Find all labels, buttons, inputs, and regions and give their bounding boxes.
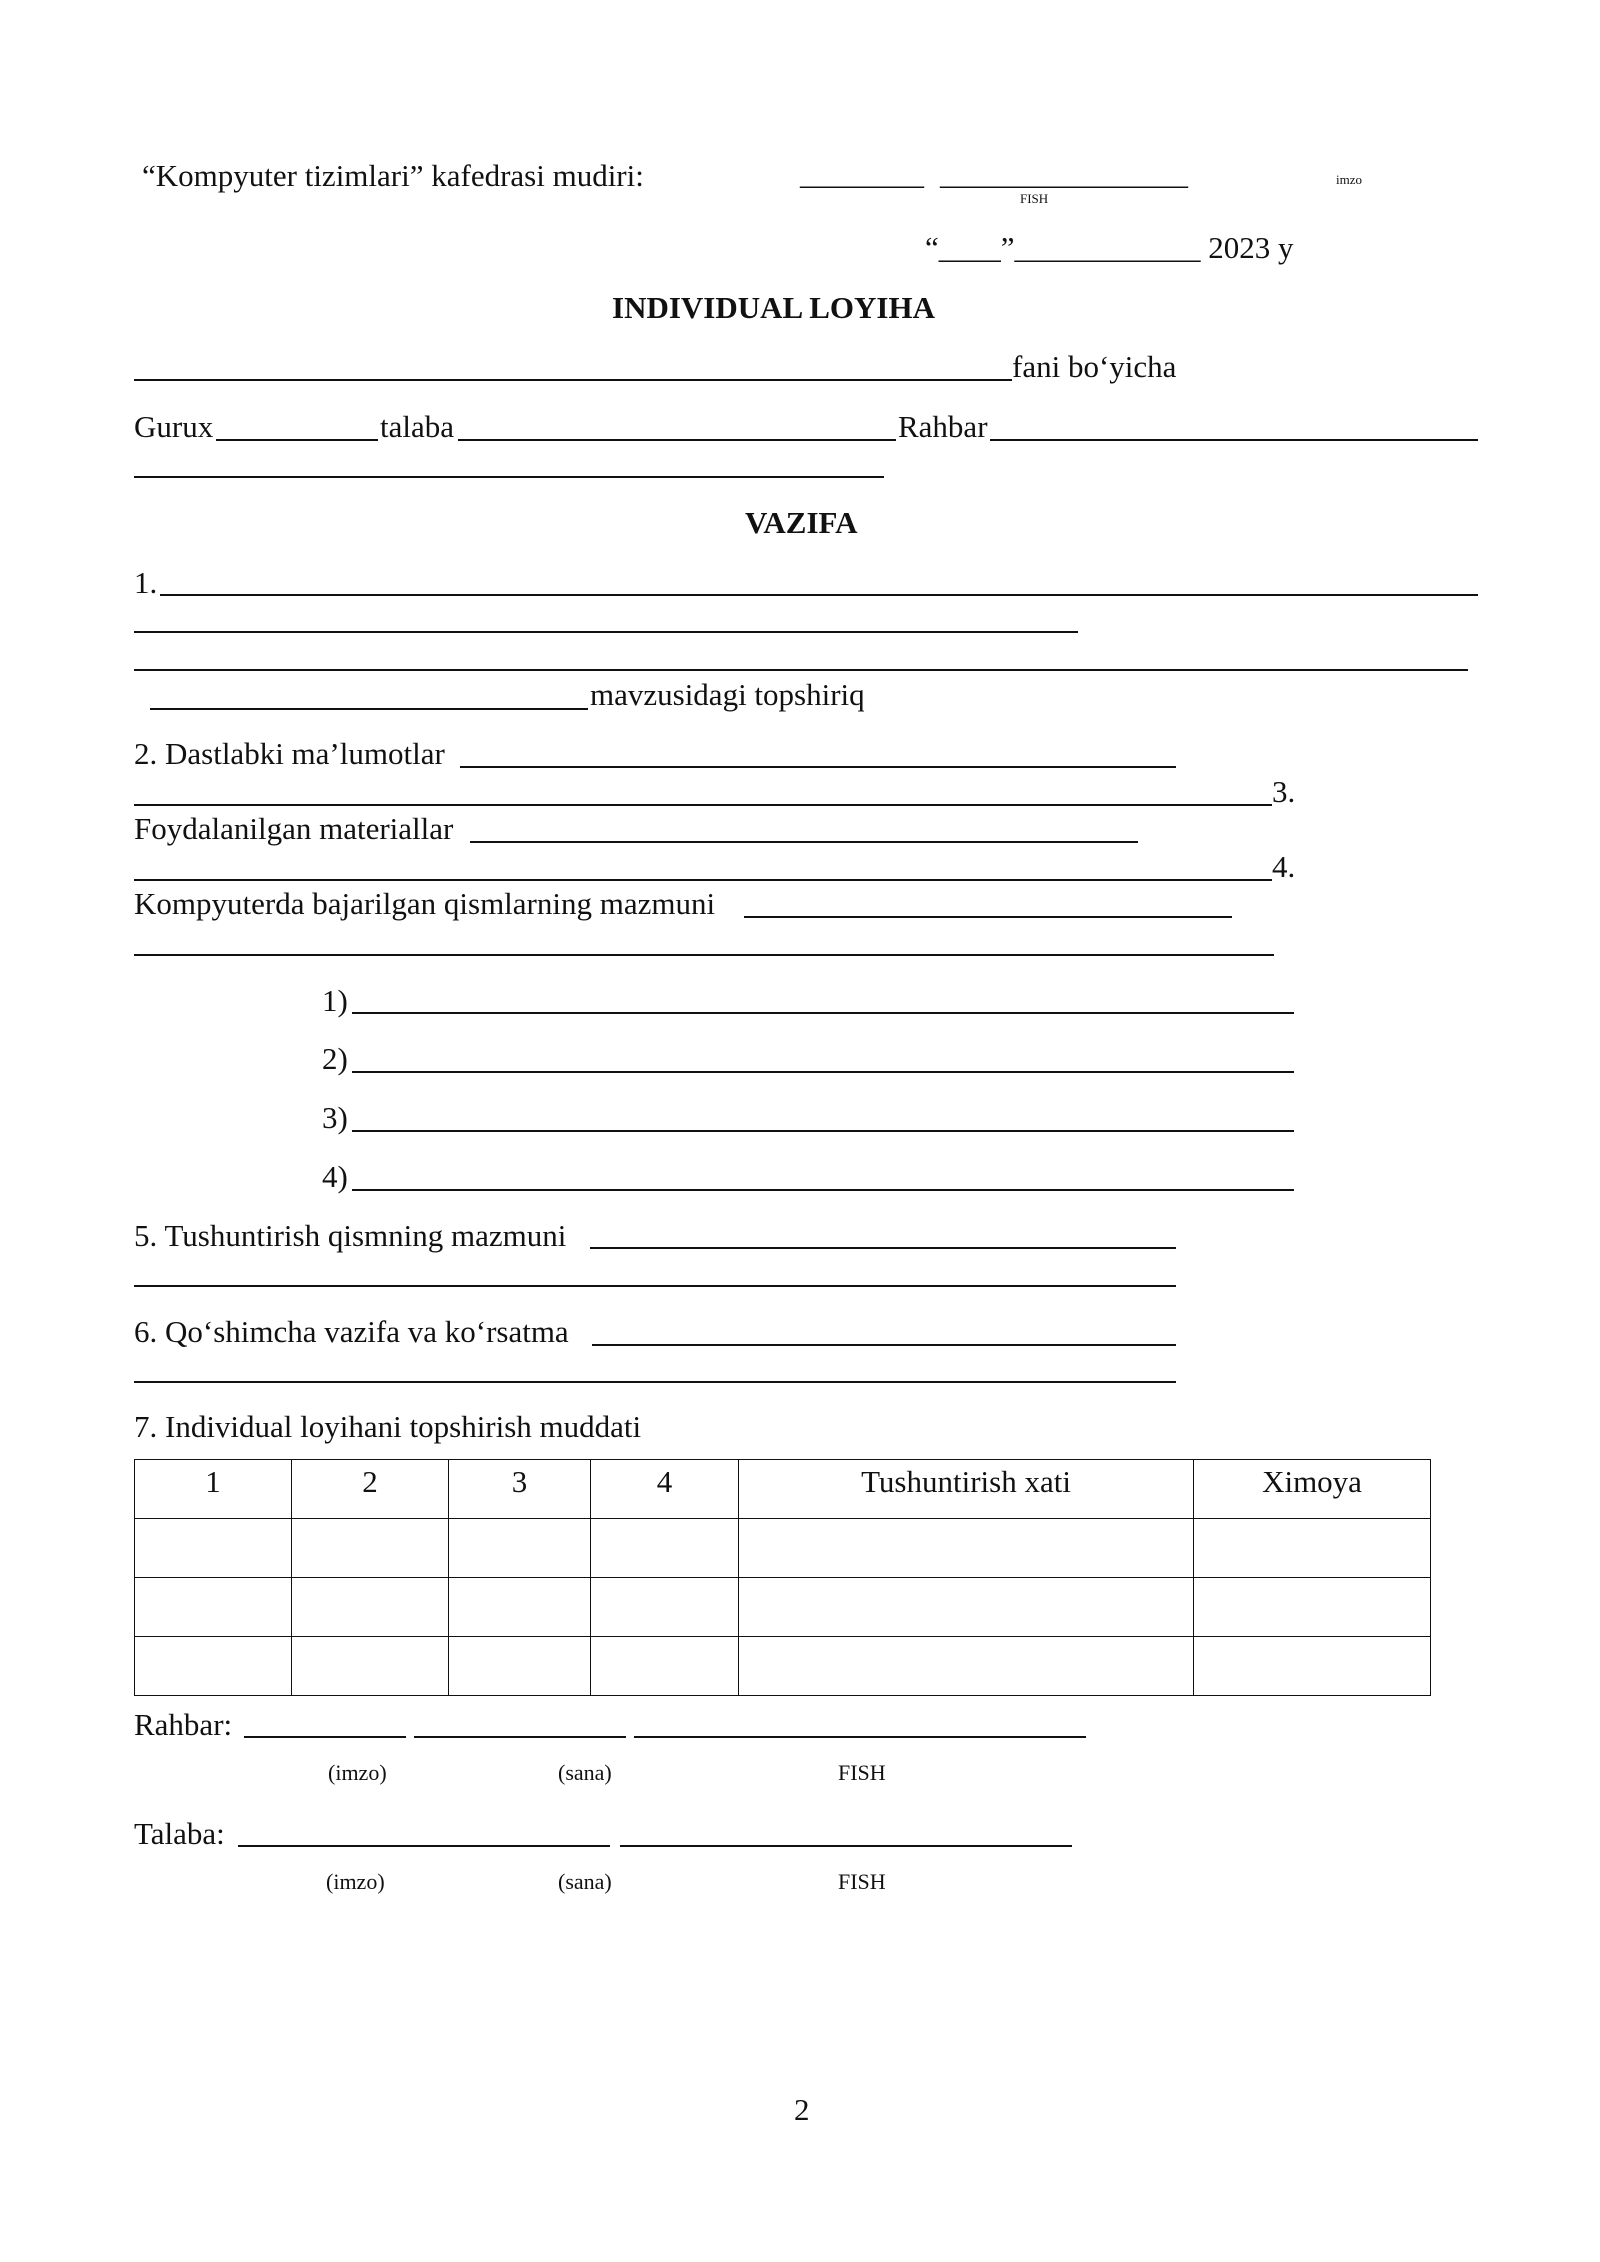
table-header-cell: 3 <box>449 1460 591 1519</box>
topic-blank <box>150 708 588 710</box>
table-header-cell: Ximoya <box>1194 1460 1431 1519</box>
blank-line <box>134 631 1078 633</box>
item4-label: Kompyuterda bajarilgan qismlarning mazmuni <box>134 886 716 921</box>
subject-blank <box>134 379 1012 381</box>
item2-blank <box>460 766 1176 768</box>
subject-suffix: fani bo‘yicha <box>1012 349 1177 384</box>
table-row <box>135 1637 1431 1696</box>
table-header-cell: Tushuntirish xati <box>739 1460 1194 1519</box>
student-fish-blank <box>620 1845 1072 1847</box>
table-header-row <box>135 1460 1431 1519</box>
item1-blank <box>160 594 1478 596</box>
supervisor-sana-blank <box>414 1736 626 1738</box>
task-heading: VAZIFA <box>745 505 858 540</box>
table-cell <box>135 1578 292 1637</box>
blank-line <box>134 1285 1176 1287</box>
table-cell <box>739 1519 1194 1578</box>
imzo-caption: (imzo) <box>328 1760 387 1785</box>
department-head-label: “Kompyuter tizimlari” kafedrasi mudiri: <box>142 158 644 193</box>
student-imzo-sana-blank <box>238 1845 610 1847</box>
blank-line <box>134 476 884 478</box>
blank-line <box>134 954 1274 956</box>
table-row <box>135 1578 1431 1637</box>
table-header-cell: 1 <box>135 1460 292 1519</box>
subitem-blank <box>352 1130 1294 1132</box>
subitem-blank <box>352 1012 1294 1014</box>
table-cell <box>591 1578 739 1637</box>
blank-line <box>134 879 1272 881</box>
sana-caption: (sana) <box>558 1760 612 1785</box>
item3-label: Foydalanilgan materiallar <box>134 811 454 846</box>
table-header-cell: 4 <box>591 1460 739 1519</box>
group-blank <box>216 439 378 441</box>
signature-blank: ________ <box>800 156 924 191</box>
table-cell <box>292 1637 449 1696</box>
table-row <box>135 1519 1431 1578</box>
subitem-blank <box>352 1189 1294 1191</box>
fish-caption: FISH <box>838 1869 886 1894</box>
table-cell <box>739 1637 1194 1696</box>
supervisor-label: Rahbar <box>898 409 988 444</box>
table-cell <box>292 1578 449 1637</box>
date-line: “____”____________ 2023 y <box>925 230 1294 265</box>
imzo-caption: (imzo) <box>326 1869 385 1894</box>
supervisor-blank <box>990 439 1478 441</box>
table-cell <box>449 1519 591 1578</box>
table-cell <box>739 1578 1194 1637</box>
table-cell <box>135 1519 292 1578</box>
table-header-cell: 2 <box>292 1460 449 1519</box>
document-title: INDIVIDUAL LOYIHA <box>612 290 935 325</box>
student-signature-label: Talaba: <box>134 1816 225 1851</box>
topic-suffix: mavzusidagi topshiriq <box>590 677 865 712</box>
subitem-blank <box>352 1071 1294 1073</box>
table-cell <box>1194 1578 1431 1637</box>
item2-label: 2. Dastlabki ma’lumotlar <box>134 736 445 771</box>
item5-blank <box>590 1247 1176 1249</box>
subitem-label: 4) <box>322 1159 348 1194</box>
table-cell <box>591 1637 739 1696</box>
student-label: talaba <box>380 409 455 444</box>
group-label: Gurux <box>134 409 214 444</box>
item3-number: 3. <box>1272 774 1296 809</box>
item4-blank <box>744 916 1232 918</box>
item4-number: 4. <box>1272 849 1296 884</box>
supervisor-signature-label: Rahbar: <box>134 1707 233 1742</box>
table-cell <box>449 1578 591 1637</box>
table-cell <box>591 1519 739 1578</box>
subitem-label: 3) <box>322 1100 348 1135</box>
item7-label: 7. Individual loyihani topshirish muddati <box>134 1409 642 1444</box>
supervisor-imzo-blank <box>244 1736 406 1738</box>
blank-line <box>134 1381 1176 1383</box>
supervisor-fish-blank <box>634 1736 1086 1738</box>
item3-blank <box>470 841 1138 843</box>
table-cell <box>1194 1519 1431 1578</box>
table-cell <box>1194 1637 1431 1696</box>
student-blank <box>458 439 896 441</box>
item6-blank <box>592 1344 1176 1346</box>
deadline-table <box>134 1459 1431 1696</box>
table-cell <box>292 1519 449 1578</box>
page-number: 2 <box>794 2092 810 2127</box>
imzo-caption: imzo <box>1336 172 1362 187</box>
blank-line <box>134 669 1468 671</box>
fish-blank: ________________ <box>940 156 1188 191</box>
subitem-label: 2) <box>322 1041 348 1076</box>
table-cell <box>449 1637 591 1696</box>
item1-label: 1. <box>134 565 158 600</box>
table-cell <box>135 1637 292 1696</box>
item6-label: 6. Qo‘shimcha vazifa va ko‘rsatma <box>134 1314 569 1349</box>
fish-caption: FISH <box>1020 191 1049 206</box>
subitem-label: 1) <box>322 983 348 1018</box>
fish-caption: FISH <box>838 1760 886 1785</box>
item5-label: 5. Tushuntirish qismning mazmuni <box>134 1218 567 1253</box>
blank-line <box>134 804 1272 806</box>
sana-caption: (sana) <box>558 1869 612 1894</box>
